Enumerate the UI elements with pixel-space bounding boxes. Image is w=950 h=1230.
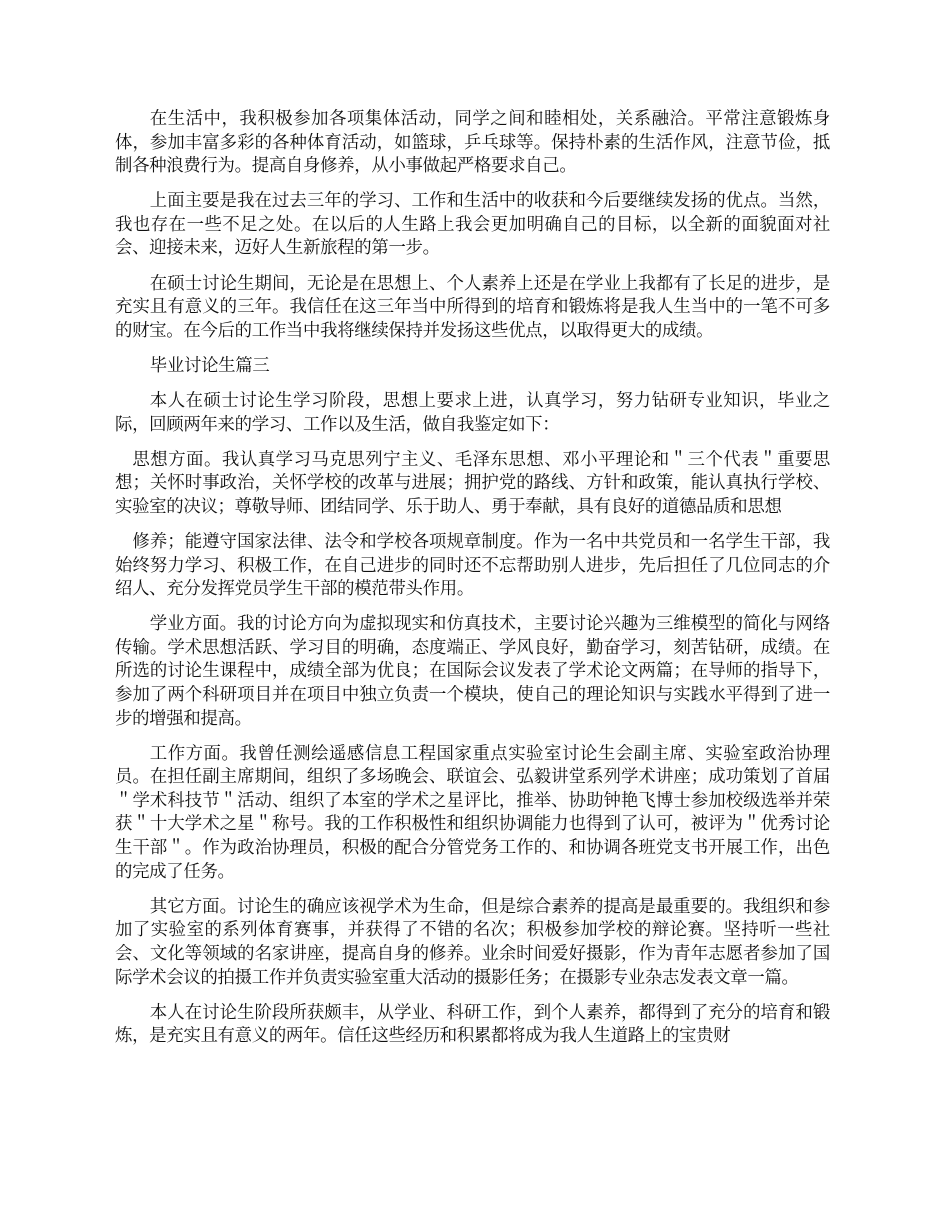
paragraph-life: 在生活中，我积极参加各项集体活动，同学之间和睦相处，关系融洽。平常注意锻炼身体，参加丰富多彩的各种体育活动，如篮球，乒乓球等。保持朴素的生活作风，注意节俭，抵制各种浪费行为。提高自身修养，从小事做起严格要求自己。	[115, 109, 830, 177]
paragraph-academics: 学业方面。我的讨论方向为虚拟现实和仿真技术，主要讨论兴趣为三维模型的简化与网络传输。学术思想活跃、学习目的明确，态度端正、学风良好，勤奋学习，刻苦钻研，成绩。在所选的讨论生课程中，成绩全部为优良；在国际会议发表了学术论文两篇；在导师的指导下，参加了两个科研项目并在项目中独立负责一个模块，使自己的理论知识与实践水平得到了进一步的增强和提高。	[115, 614, 830, 729]
paragraph-conclusion: 本人在讨论生阶段所获颇丰，从学业、科研工作，到个人素养，都得到了充分的培育和锻炼，是充实且有意义的两年。信任这些经历和积累都将成为我人生道路上的宝贵财	[115, 1002, 830, 1047]
paragraph-masters-period: 在硕士讨论生期间，无论是在思想上、个人素养上还是在学业上我都有了长足的进步，是充实且有意义的三年。我信任在这三年当中所得到的培育和锻炼将是我人生当中的一笔不可多的财宝。在今后的工作当中我将继续保持并发扬这些优点，以取得更大的成绩。	[115, 273, 830, 341]
section-heading: 毕业讨论生篇三	[149, 355, 270, 376]
paragraph-other: 其它方面。讨论生的确应该视学术为生命，但是综合素养的提高是最重要的。我组织和参加了实验室的系列体育赛事，并获得了不错的名次；积极参加学校的辩论赛。坚持听一些社会、文化等领域的名家讲座，提高自身的修养。业余时间爱好摄影，作为青年志愿者参加了国际学术会议的拍摄工作并负责实验室重大活动的摄影任务；在摄影专业杂志发表文章一篇。	[115, 896, 830, 988]
paragraph-summary: 上面主要是我在过去三年的学习、工作和生活中的收获和今后要继续发扬的优点。当然，我也存在一些不足之处。在以后的人生路上我会更加明确自己的目标，以全新的面貌面对社会、迎接未来，迈好人生新旅程的第一步。	[115, 191, 830, 259]
paragraph-cultivation: 修养；能遵守国家法律、法令和学校各项规章制度。作为一名中共党员和一名学生干部，我始终努力学习、积极工作，在自己进步的同时还不忘帮助别人进步，先后担任了几位同志的介绍人、充分发挥党员学生干部的模范带头作用。	[115, 531, 830, 600]
paragraph-work: 工作方面。我曾任测绘遥感信息工程国家重点实验室讨论生会副主席、实验室政治协理员。在担任副主席期间，组织了多场晚会、联谊会、弘毅讲堂系列学术讲座；成功策划了首届＂学术科技节＂活动、组织了本室的学术之星评比，推举、协助钟艳飞博士参加校级选举并荣获＂十大学术之星＂称号。我的工作积极性和组织协调能力也得到了认可，被评为＂优秀讨论生干部＂。作为政治协理员，积极的配合分管党务工作的、和协调各班党支书开展工作，出色的完成了任务。	[115, 743, 830, 882]
document-page	[115, 108, 830, 1060]
paragraph-thought: 思想方面。我认真学习马克思列宁主义、毛泽东思想、邓小平理论和＂三个代表＂重要思想；关怀时事政治，关怀学校的改革与进展；拥护党的路线、方针和政策，能认真执行学校、实验室的决议；尊敬导师、团结同学、乐于助人、勇于奉献，具有良好的道德品质和思想	[115, 449, 830, 517]
paragraph-intro: 本人在硕士讨论生学习阶段，思想上要求上进，认真学习，努力钻研专业知识，毕业之际，回顾两年来的学习、工作以及生活，做自我鉴定如下：	[115, 390, 830, 435]
